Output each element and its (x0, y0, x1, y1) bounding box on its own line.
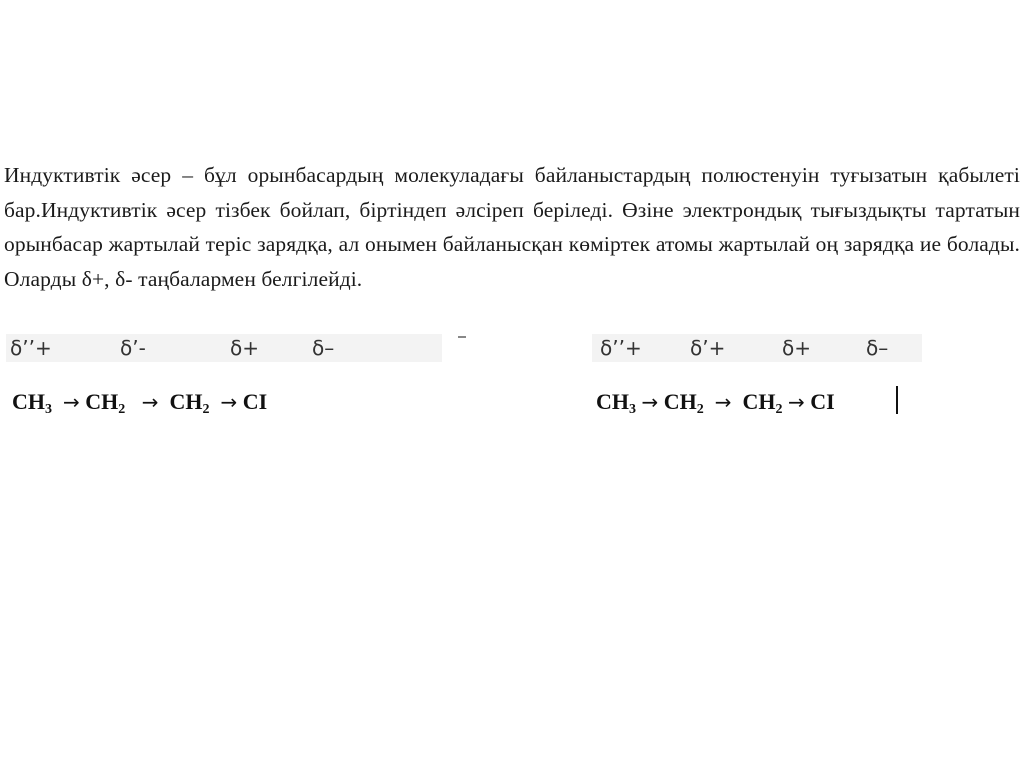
chain-ch3: CH (12, 389, 45, 414)
left-delta-minus: δ– (312, 336, 335, 360)
chain-arrow: → (141, 390, 159, 414)
left-partial-charges (6, 334, 442, 362)
chain-ch2: CH (169, 389, 203, 414)
chain-ch2: CH (663, 389, 697, 414)
right-delta-minus: δ– (866, 336, 889, 360)
left-molecule-chain (12, 388, 267, 416)
right-delta-prime-plus: δ’+ (690, 336, 726, 360)
chain-arrow: → (220, 390, 238, 414)
right-delta-plus: δ+ (782, 336, 811, 360)
text-cursor (896, 386, 898, 414)
left-delta-double-prime-plus: δ’’+ (10, 336, 52, 360)
definition-paragraph: Индуктивтік әсер – бұл орынбасардың молекуладағы байланыстардың полюстенуін туғызатын қабылеті бар.Индуктивтік әсер тізбек бойлап, біртіндеп әлсіреп беріледі. Өзіне электрондық тығыздықты тартатын орынбасар жартылай теріс зарядқа, ал онымен байланысқан көміртек атомы жартылай оң зарядқа ие болады. Оларды δ+, δ- таңбалармен белгілейді. (4, 163, 1020, 291)
chain-ch2-subscript: 2 (775, 402, 783, 417)
chain-ch2-subscript: 2 (696, 402, 704, 417)
chain-ch3: CH (596, 389, 629, 414)
chain-ch3-subscript: 3 (45, 402, 52, 417)
chain-ch2: CH (742, 389, 776, 414)
chain-chlorine: CI (810, 389, 835, 414)
chain-ch2-subscript: 2 (118, 402, 126, 417)
right-delta-double-prime-plus: δ’’+ (600, 336, 642, 360)
right-molecule-chain (596, 388, 835, 416)
chain-arrow: → (63, 390, 80, 414)
chain-chlorine: CI (242, 389, 268, 414)
chain-ch2-subscript: 2 (202, 402, 210, 417)
chain-arrow: → (714, 390, 732, 414)
chain-arrow: → (788, 390, 805, 414)
right-partial-charges (592, 334, 922, 362)
chain-ch3-subscript: 3 (629, 402, 636, 417)
chain-arrow: → (641, 390, 659, 414)
chain-ch2: CH (85, 389, 119, 414)
stray-dash-mark (458, 336, 466, 338)
left-delta-plus: δ+ (230, 336, 259, 360)
left-delta-prime-minus: δ’- (120, 336, 146, 360)
